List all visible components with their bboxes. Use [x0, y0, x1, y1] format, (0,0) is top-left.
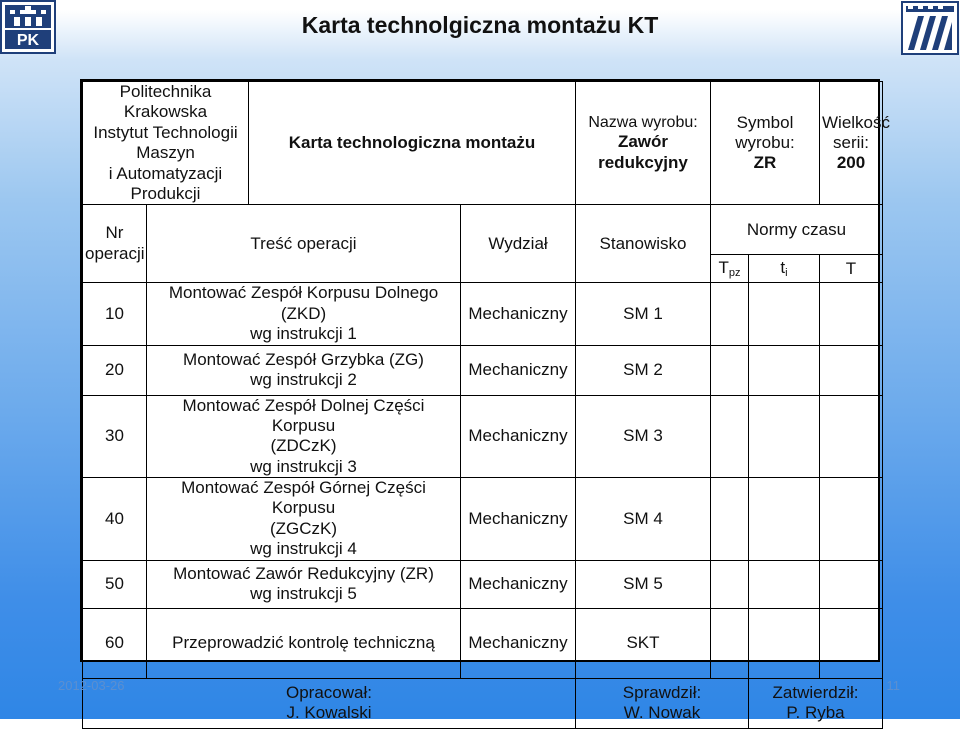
header-row	[83, 82, 883, 205]
symbol-label-1: Symbol	[736, 112, 794, 132]
op-ti	[749, 608, 820, 678]
op-nr: 10	[83, 283, 147, 345]
checked-label: Sprawdził:	[622, 682, 702, 702]
op-line: Montować Zespół Górnej Części Korpusu	[181, 478, 426, 518]
product-symbol-cell	[711, 82, 820, 205]
op-content	[147, 608, 461, 678]
op-station: SM 2	[576, 345, 711, 395]
time-norms-header: Normy czasu	[711, 205, 883, 255]
tpz-header	[711, 255, 749, 283]
prepared-name: J. Kowalski	[286, 703, 372, 723]
op-tpz	[711, 560, 749, 608]
ti-main: t	[780, 257, 786, 277]
op-department: Mechaniczny	[461, 608, 576, 678]
op-t	[820, 283, 883, 345]
op-content	[147, 478, 461, 561]
op-tpz	[711, 608, 749, 678]
op-department: Mechaniczny	[461, 395, 576, 478]
op-ti	[749, 560, 820, 608]
table-row	[83, 345, 883, 395]
op-content	[147, 345, 461, 395]
op-ti	[749, 283, 820, 345]
tpz-sub: pz	[728, 266, 741, 279]
op-nr: 30	[83, 395, 147, 478]
department-header: Wydział	[461, 205, 576, 283]
series-label-2: serii:	[833, 132, 869, 152]
institution-line-1: Politechnika Krakowska	[119, 82, 212, 122]
op-nr: 40	[83, 478, 147, 561]
table-row	[83, 560, 883, 608]
symbol-label-2: wyrobu:	[735, 132, 795, 152]
checked-by-cell	[576, 678, 749, 728]
nr-header-line-2: operacji	[85, 243, 145, 263]
slide-title: Karta technolgiczna montażu KT	[301, 12, 659, 38]
op-line: wg instrukcji 4	[250, 539, 357, 559]
tpz-main: T	[718, 257, 729, 277]
card-title: Karta technologiczna montażu	[249, 82, 576, 205]
product-name-label: Nazwa wyrobu:	[588, 114, 698, 132]
approved-by-cell	[749, 678, 883, 728]
prepared-by-cell	[83, 678, 576, 728]
product-name-cell	[576, 82, 711, 205]
slide-page-number: 11	[886, 678, 900, 693]
nr-header	[83, 205, 147, 283]
op-station: SM 4	[576, 478, 711, 561]
op-station: SM 3	[576, 395, 711, 478]
op-ti	[749, 395, 820, 478]
op-line: wg instrukcji 3	[250, 456, 357, 476]
op-station: SM 5	[576, 560, 711, 608]
op-line: Przeprowadzić kontrolę techniczną	[172, 632, 435, 652]
t-header: T	[820, 255, 883, 283]
op-department: Mechaniczny	[461, 283, 576, 345]
op-line: Montować Zespół Dolnej Części Korpusu	[182, 395, 425, 435]
approved-label: Zatwierdził:	[772, 682, 859, 702]
prepared-label: Opracował:	[286, 682, 372, 702]
op-tpz	[711, 478, 749, 561]
op-t	[820, 560, 883, 608]
op-tpz	[711, 283, 749, 345]
op-line: (ZDCzK)	[270, 436, 337, 456]
series-cell	[820, 82, 891, 205]
op-t	[820, 608, 883, 678]
op-department: Mechaniczny	[461, 560, 576, 608]
op-tpz	[711, 395, 749, 478]
op-ti	[749, 345, 820, 395]
op-department: Mechaniczny	[461, 345, 576, 395]
op-tpz	[711, 345, 749, 395]
op-content	[147, 560, 461, 608]
op-line: Montować Zespół Korpusu Dolnego (ZKD)	[168, 283, 439, 323]
op-line: Montować Zespół Grzybka (ZG)	[183, 349, 424, 369]
table-row	[83, 395, 883, 478]
assembly-table	[82, 81, 891, 729]
op-station: SKT	[576, 608, 711, 678]
institution-line-4: i Automatyzacji Produkcji	[108, 163, 223, 203]
op-content	[147, 395, 461, 478]
op-t	[820, 345, 883, 395]
op-line: wg instrukcji 1	[250, 324, 357, 344]
op-t	[820, 395, 883, 478]
op-ti	[749, 478, 820, 561]
op-station: SM 1	[576, 283, 711, 345]
table-row	[83, 478, 883, 561]
op-line: wg instrukcji 2	[250, 370, 357, 390]
series-label-1: Wielkość	[822, 112, 891, 132]
table-row	[83, 608, 883, 678]
product-name-value: Zawór redukcyjny	[598, 132, 688, 172]
institution-cell	[83, 82, 249, 205]
op-nr: 20	[83, 345, 147, 395]
slide-date: 2012-03-26	[58, 678, 125, 693]
series-value: 200	[836, 153, 866, 173]
signature-row	[83, 678, 883, 728]
ti-sub: i	[785, 266, 788, 279]
op-line: Montować Zawór Redukcyjny (ZR)	[173, 563, 434, 583]
column-header-row	[83, 205, 883, 255]
institution-line-2: Instytut Technologii	[93, 122, 238, 142]
op-nr: 60	[83, 608, 147, 678]
op-line: wg instrukcji 5	[250, 584, 357, 604]
institution-line-3: Maszyn	[136, 143, 195, 163]
table-row	[83, 283, 883, 345]
nr-header-line-1: Nr	[105, 223, 124, 243]
approved-name: P. Ryba	[786, 703, 845, 723]
op-nr: 50	[83, 560, 147, 608]
op-line: (ZGCzK)	[269, 518, 338, 538]
svg-text:PK: PK	[16, 32, 40, 49]
content-header: Treść operacji	[147, 205, 461, 283]
ti-header	[749, 255, 820, 283]
station-header: Stanowisko	[576, 205, 711, 283]
op-content	[147, 283, 461, 345]
op-department: Mechaniczny	[461, 478, 576, 561]
symbol-value: ZR	[753, 153, 777, 173]
op-t	[820, 478, 883, 561]
checked-name: W. Nowak	[623, 703, 701, 723]
